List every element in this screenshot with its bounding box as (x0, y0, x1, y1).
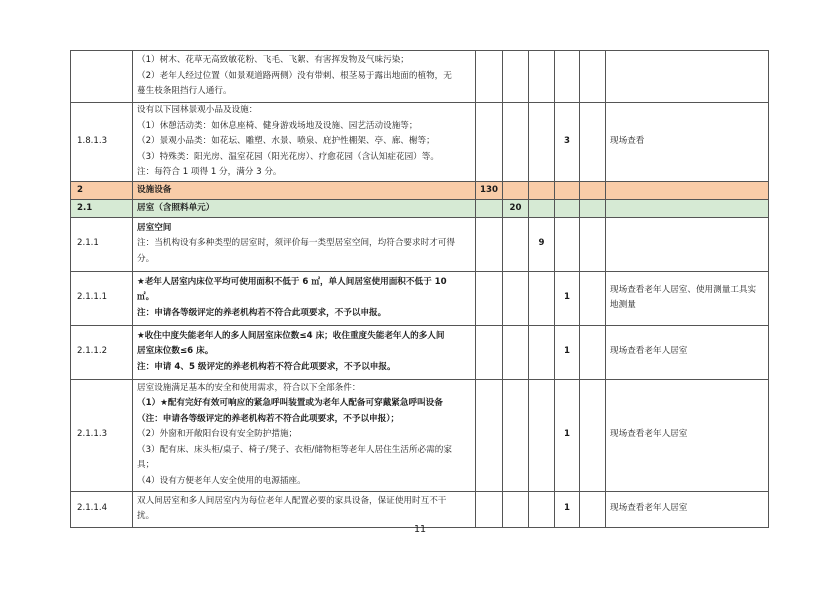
content-line: 设有以下园林景观小品及设施： (137, 105, 258, 115)
item-content (133, 217, 476, 271)
score-cell (529, 181, 555, 199)
content-line: 扰。 (137, 511, 155, 521)
score-cell (476, 103, 503, 182)
score-cell (476, 491, 503, 527)
score-cell (476, 379, 503, 491)
item-id: 1.8.1.3 (71, 103, 133, 182)
page-number: 11 (413, 524, 427, 535)
section-id: 2 (71, 181, 133, 199)
content-line: （3）配有床、床头柜/桌子、椅子/凳子、衣柜/储物柜等老年人居住生活所必需的家 (137, 444, 452, 455)
score-cell (503, 103, 529, 182)
score-cell (529, 379, 555, 491)
content-line: （3）特殊类：阳光房、温室花园（阳光花房）、疗愈花园（含认知症花园）等。 (137, 151, 439, 162)
content-line: （1）★配有完好有效可响应的紧急呼叫装置或为老年人配备可穿戴紧急呼叫设备 (137, 398, 443, 409)
check-method: 现场查看 (606, 103, 769, 182)
score-cell (503, 491, 529, 527)
item-id: 2.1.1.1 (71, 271, 133, 325)
item-id: 2.1.1.2 (71, 325, 133, 379)
item-content (133, 51, 476, 103)
score-cell (529, 271, 555, 325)
score-cell (580, 51, 606, 103)
item-content (133, 103, 476, 182)
content-line: 居室空间 (137, 222, 172, 233)
item-id: 2.1.1.4 (71, 491, 133, 527)
check-method (606, 51, 769, 103)
content-line: ★收住中度失能老年人的多人间居室床位数≤4 床；收住重度失能老年人的多人间 (137, 330, 445, 341)
item-content (133, 491, 476, 527)
score-cell (580, 103, 606, 182)
score-cell: 1 (555, 271, 580, 325)
score-cell (529, 199, 555, 217)
content-line: 分。 (137, 253, 155, 264)
content-line: （1）休憩活动类：如休息座椅、健身游戏场地及设施、园艺活动设施等； (137, 120, 418, 131)
item-content (133, 379, 476, 491)
check-method: 现场查看老年人居室 (606, 325, 769, 379)
score-cell (555, 217, 580, 271)
score-cell: 1 (555, 379, 580, 491)
score-cell (580, 271, 606, 325)
table-row (71, 217, 769, 271)
evaluation-table (70, 50, 769, 528)
content-line: 居室床位数≤6 床。 (137, 346, 214, 357)
content-line: ★老年人居室内床位平均可使用面积不低于 6 ㎡，单人间居室使用面积不低于 10 (137, 276, 447, 287)
content-line: 注：申请 4、5 级评定的养老机构若不符合此项要求，不予以申报。 (137, 361, 396, 372)
check-method: 现场查看老年人居室 (606, 379, 769, 491)
method-line: 现场查看老年人居室、使用测量工具实 (610, 284, 757, 295)
content-line: （1）树木、花草无高致敏花粉、飞毛、飞絮、有害挥发物及气味污染； (137, 55, 409, 66)
score-cell (476, 217, 503, 271)
table-row (71, 491, 769, 527)
score-cell: 9 (529, 217, 555, 271)
content-line: 注：申请各等级评定的养老机构若不符合此项要求，不予以申报。 (137, 307, 387, 318)
item-id: 2.1.1 (71, 217, 133, 271)
content-line: （4）设有方便老年人安全使用的电源插座。 (137, 475, 306, 486)
score-cell (529, 491, 555, 527)
check-method (606, 181, 769, 199)
score-cell (580, 217, 606, 271)
table-row (71, 103, 769, 182)
check-method: 现场查看老年人居室 (606, 491, 769, 527)
method-line: 地测量 (610, 300, 636, 310)
table-row (71, 325, 769, 379)
item-id: 2.1.1.3 (71, 379, 133, 491)
score-cell (580, 379, 606, 491)
score-cell (529, 51, 555, 103)
score-total: 130 (476, 181, 503, 199)
content-line: （注：申请各等级评定的养老机构若不符合此项要求，不予以申报）； (137, 413, 400, 424)
item-id (71, 51, 133, 103)
item-content (133, 271, 476, 325)
score-cell (555, 181, 580, 199)
score-total: 20 (503, 199, 529, 217)
score-cell: 1 (555, 491, 580, 527)
content-line: （2）景观小品类：如花坛、雕塑、水景、喷泉、庇护性棚架、亭、廊、榭等； (137, 136, 435, 146)
section-title: 设施设备 (133, 181, 476, 199)
section-row (71, 199, 769, 217)
score-cell (476, 199, 503, 217)
section-id: 2.1 (71, 199, 133, 217)
score-cell: 3 (555, 103, 580, 182)
score-cell (580, 325, 606, 379)
score-cell (503, 51, 529, 103)
content-line: 双人间居室和多人间居室内为每位老年人配置必要的家具设备，保证使用时互不干 (137, 495, 447, 506)
content-line: 注：当机构设有多种类型的居室时，须评价每一类型居室空间，均符合要求时才可得 (137, 238, 455, 249)
score-cell (476, 325, 503, 379)
content-line: ㎡。 (137, 292, 155, 303)
table-row (71, 379, 769, 491)
score-cell (476, 51, 503, 103)
score-cell (503, 181, 529, 199)
score-cell (555, 51, 580, 103)
content-line: 居室设施满足基本的安全和使用需求，符合以下全部条件： (137, 382, 361, 393)
score-cell (503, 271, 529, 325)
score-cell (580, 199, 606, 217)
item-content (133, 325, 476, 379)
score-cell (555, 199, 580, 217)
table-row (71, 51, 769, 103)
check-method (606, 217, 769, 271)
score-cell (503, 217, 529, 271)
score-cell (503, 325, 529, 379)
content-line: （2）外窗和开敞阳台设有安全防护措施； (137, 429, 298, 440)
check-method (606, 271, 769, 325)
section-row (71, 181, 769, 199)
score-cell: 1 (555, 325, 580, 379)
table-row (71, 271, 769, 325)
content-line: 蔓生枝条阻挡行人通行。 (137, 86, 232, 97)
score-cell (476, 271, 503, 325)
section-title: 居室（含照料单元） (133, 199, 476, 217)
content-line: 具； (137, 460, 155, 471)
check-method (606, 199, 769, 217)
score-cell (580, 491, 606, 527)
content-line: （2）老年人经过位置（如景观道路两侧）没有带刺、根茎易于露出地面的植物，无 (137, 70, 452, 81)
score-cell (503, 379, 529, 491)
score-cell (580, 181, 606, 199)
score-cell (529, 103, 555, 182)
content-line: 注：每符合 1 项得 1 分，满分 3 分。 (137, 167, 282, 177)
score-cell (529, 325, 555, 379)
